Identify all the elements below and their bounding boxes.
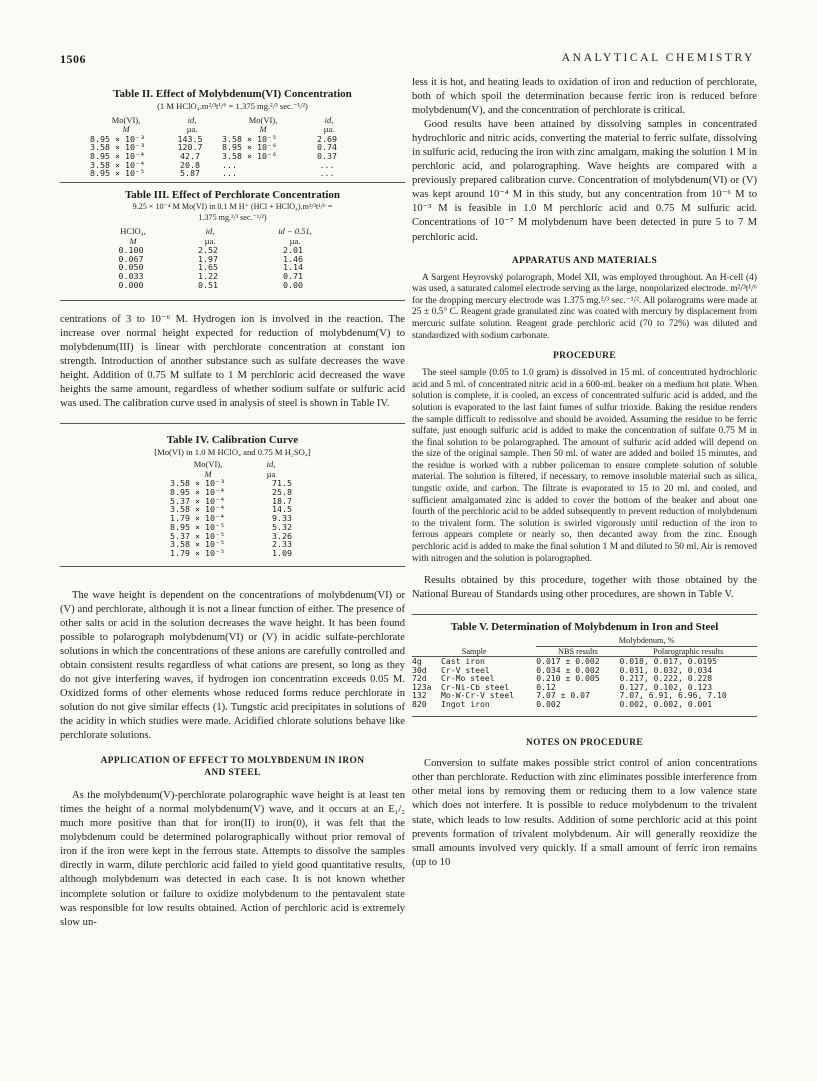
divider — [60, 566, 405, 567]
table-4-cell: 25.8 — [272, 487, 292, 498]
left-column — [60, 76, 405, 930]
table-2-col3: Mo(VI), M — [248, 114, 278, 134]
table-5-cell: 0.12 — [536, 681, 556, 692]
table-2-cell: 0.74 — [317, 142, 337, 153]
table-4-row — [170, 549, 296, 558]
table-4-cell: 5.37 × 10⁻⁵ — [170, 530, 225, 541]
table-3-cell: 0.050 — [118, 262, 144, 273]
table-2 — [60, 88, 405, 178]
table-2-cell: 3.58 × 10⁻⁶ — [222, 150, 277, 161]
table-3-cell: 2.01 — [283, 245, 303, 256]
divider — [60, 182, 405, 183]
table-3-col1: HClO₄, M — [120, 226, 146, 246]
divider — [412, 614, 757, 615]
table-2-cell: ... — [319, 159, 335, 170]
table-3-cell: 0.000 — [118, 279, 144, 290]
section-heading-procedure: PROCEDURE — [553, 351, 616, 362]
journal-title: ANALYTICAL CHEMISTRY — [561, 52, 755, 64]
table-2-subtitle: (1 M HClO₄.m²/³t¹/⁶ = 1.375 mg.²/³ sec.⁻¹/²) — [157, 101, 308, 111]
table-5-cell: Cr-V steel — [441, 664, 490, 675]
body-paragraph: A Sargent Heyrovský polarograph, Model XII, was employed throughout. An H-cell (4) was used, a saturated calomel electrode serving as the large, nonpolarized electrode. m²/³t¹/⁶ for the dropping mercury electrode was 1.375 mg.²/³ sec.⁻¹/². All polarograms were made at 25 ± 0.5° C. Reagent grade granulated zinc was coated with mercury by displacement from mercuric sulfate solution. Reagent grade perchloric acid (70 to 72%) was diluted and standardized with sodium carbonate. — [412, 272, 757, 341]
table-5-cell: 7.07, 6.91, 6.96, 7.10 — [619, 690, 727, 701]
table-3-cell: 1.22 — [198, 271, 218, 282]
table-5-cell: Mo-W-Cr-V steel — [441, 690, 515, 701]
table-5-row — [412, 700, 757, 709]
table-2-col1: Mo(VI), M — [111, 114, 141, 134]
table-3-cell: 0.033 — [118, 271, 144, 282]
body-paragraph: Conversion to sulfate makes possible strict control of anion concentrations other than perchlorate. Reduction with zinc eliminates possible interference from other metal ions by removing them or reducing them to a low valence state which does not interfere. It is possible to reduce molybdenum to the trivalent state, which leads to low results. Addition of some perchloric acid at this point prevents formation of trivalent molybdenum. Air will generally reoxidize the small amounts involved very quickly. If a small amount of ferric iron remains (up to 10 — [412, 758, 757, 868]
table-2-cell: 3.58 × 10⁻⁴ — [90, 159, 145, 170]
table-4-cell: 3.58 × 10⁻⁵ — [170, 539, 225, 550]
table-5-cell: 0.034 ± 0.002 — [536, 664, 600, 675]
table-5-cell: 132 — [412, 690, 427, 701]
table-2-cell: ... — [222, 168, 237, 179]
divider — [60, 300, 405, 301]
table-5-cell: 0.018, 0.017, 0.0195 — [619, 656, 717, 667]
table-4-cell: 8.95 × 10⁻⁴ — [170, 487, 225, 498]
table-5-blank — [412, 636, 536, 646]
body-paragraph: The steel sample (0.05 to 1.0 gram) is dissolved in 15 ml. of concentrated hydrochloric acid and 5 ml. of concentrated nitric acid in a 600-ml. beaker on a medium hot plate. When solution is complete, it is cooled, an excess of concentrated sulfuric acid is added, and the solution is evaporated to the last faint fumes of sulfur trioxide. Baking the residue renders the sample difficult to redissolve and should be avoided. Assuming the residue to be ferric sulfate, just enough sulfuric acid is added to make the concentration of sulfate 0.75 M in the final solution to be polarographed. The amount of sulfuric acid added will depend on the size of the original sample. Then 50 ml. of water are added and boiled 15 minutes, and the residue is worked with a rubber policeman to ensure complete solution of soluble material. The solution is filtered, if necessary, to remove insoluble material such as silica, tungstic oxide, and carbon. The filtrate is evaporated to 15 to 20 ml. and cooled, and sufficient amalgamated zinc is added to cover the bottom of the beaker and about one fourth of the perchloric acid to be added subsequently to prevent reduction of molybdenum to the trivalent form. The solution is swirled vigorously until reduction of the iron to ferrous appears complete or nearly so, then decanted away from the zinc. Enough perchloric acid is added to make the final solution 1 M and diluted to 50 ml. Air is removed with nitrogen and the solution is polarographed. — [412, 368, 757, 564]
right-column — [412, 76, 757, 870]
section-heading-apparatus: APPARATUS AND MATERIALS — [511, 255, 658, 266]
table-2-cell: ... — [222, 159, 237, 170]
table-3-subtitle: 9.25 × 10⁻⁴ M Mo(VI) in 0.1 M H⁺ (HCl + HClO₄).m²/³t¹/⁶ = 1.375 mg.²/³ sec.⁻¹/²) — [132, 202, 333, 222]
body-paragraph: The wave height is dependent on the concentrations of molybdenum(VI) or (V) and perchlorate, although it is not a linear function of either. The presence of other salts or acid in the solution decreases the wave height. It has been found possible to polarograph molybdenum(VI) or (V) in acidic sulfate-perchlorate solutions in which the concentrations of these anions are carefully controlled and obtain consistent results regardless of what cations are present, so long as they do not give interfering waves, if hydrogen ion concentration exceeds 0.05 M. Oxidized forms of other elements whose reduced forms reduce perchlorate in solution do not give similar effects (1). Tungstic acid precipitates in solutions of the acidity in which studies were made. Acidified chlorate solutions behave like perchlorate solutions. — [60, 589, 405, 742]
table-5-cell: 0.127, 0.102, 0.123 — [619, 681, 713, 692]
table-4-subtitle: [Mo(VI) in 1.0 M HClO₄ and 0.75 M H₂SO₄] — [154, 446, 311, 457]
body-paragraph: As the molybdenum(V)-perchlorate polarographic wave height is at least ten times the height of a normal molybdenum(V) wave, and it occurs at an E₁/₂ much more positive than that for iron(II) to iron(0), it was felt that the molybdenum could be determined polarographically without prior removal of iron if the iron were kept in the ferrous state. Attempts to dissolve the samples directly in warm, dilute perchloric acid failed to yield good quantitative results, although molybdenum was detected in each case. It is not known whether incomplete solution or failure to oxidize molybdenum to the pentavalent state was responsible for low results obtained. Action of perchloric acid is extremely slow un- — [60, 790, 405, 928]
table-2-cell: 143.5 — [177, 133, 203, 144]
table-5-col-polar: Polarographic results — [653, 646, 724, 656]
table-5-cell: 0.031, 0.032, 0.034 — [619, 664, 713, 675]
table-3-col3: id − 0.51, µa. — [278, 226, 312, 246]
table-5-col-nbs: NBS results — [557, 646, 598, 656]
table-4-cell: 1.09 — [272, 547, 292, 558]
table-5-cell: Cr-Mo steel — [441, 673, 495, 684]
table-3-row — [96, 281, 340, 290]
table-5-cell: 0.210 ± 0.005 — [536, 673, 600, 684]
table-2-cell: 42.7 — [180, 150, 200, 161]
table-5-cell: 0.002 — [536, 698, 561, 709]
table-3-cell: 1.14 — [283, 262, 303, 273]
body-paragraph: less it is hot, and heating leads to oxidation of iron and reduction of perchlorate, both of which spoil the determination because ferric iron is reduced before molybdenum(V), and the concentration of perchlorate is critical. — [412, 77, 757, 117]
table-4-cell: 8.95 × 10⁻⁵ — [170, 521, 225, 532]
section-heading-application: APPLICATION OF EFFECT TO MOLYBDENUM IN IRON AND STEEL — [100, 756, 365, 779]
divider — [412, 716, 757, 717]
table-3 — [60, 189, 405, 290]
table-3-grid — [96, 227, 340, 290]
table-5-cell: 7.07 ± 0.07 — [536, 690, 590, 701]
table-4-cell: 9.33 — [272, 513, 292, 524]
table-3-cell: 1.97 — [198, 253, 218, 264]
table-5-cell: Ingot iron — [441, 698, 490, 709]
table-3-col2: id, µa. — [204, 226, 216, 246]
body-paragraph: Good results have been attained by dissolving samples in concentrated hydrochloric and nitric acids, converting the material to ferric sulfate, dissolving in sulfuric acid, reducing the iron with zinc amalgam, making the solution 1 M in perchloric acid, and polarographing. Wave heights are compared with a previously prepared calibration curve. Concentration of molybdenum(VI) or (V) was kept around 10⁻⁴ M in this study, but any concentration from 10⁻⁶ M to 10⁻³ M is feasible in 1.0 M perchloric acid and 0.75 M sulfuric acid. Concentrations of 10⁻⁷ M molybdenum have been detected in pure 5 to 7 M perchloric acid. — [412, 119, 757, 243]
table-4-cell: 5.32 — [272, 521, 292, 532]
table-2-cell: 0.37 — [317, 150, 337, 161]
table-3-title: Table III. Effect of Perchlorate Concentration — [124, 189, 341, 202]
table-4-cell: 71.5 — [272, 478, 292, 489]
table-5-cell: 4g — [412, 656, 422, 667]
body-paragraph: centrations of 3 to 10⁻⁶ M. Hydrogen ion is involved in the reaction. The increase over normal height expected for reduction of molybdenum(V) to molybdenum(III) is linear with perchlorate concentration at constant ion strength. Introduction of another substance such as sulfate decreases the wave height. Addition of 0.75 M sulfate to 1 M perchloric acid decreased the wave heights the same amount, regardless of whether sodium sulfate or sulfuric acid was used. The calibration curve used in analysis of steel is shown in Table IV. — [60, 313, 405, 409]
table-5-cell: 820 — [412, 698, 427, 709]
table-2-grid — [90, 116, 354, 179]
table-2-cell: 20.8 — [180, 159, 200, 170]
table-2-cell: 120.7 — [177, 142, 203, 153]
table-5-title: Table V. Determination of Molybdenum in Iron and Steel — [450, 621, 719, 634]
table-5-cell: 123a — [412, 681, 432, 692]
table-4-cell: 2.33 — [272, 539, 292, 550]
table-5-cell: Cr-Ni-Cb steel — [441, 681, 510, 692]
table-5 — [412, 621, 757, 708]
table-3-cell: 2.52 — [198, 245, 218, 256]
page-number: 1506 — [60, 52, 86, 66]
table-4-col2: id, µa — [266, 459, 276, 479]
table-5-grid — [412, 636, 757, 708]
table-4-cell: 1.79 × 10⁻⁵ — [170, 547, 225, 558]
table-5-cell: 0.217, 0.222, 0.228 — [619, 673, 713, 684]
table-5-cell: 0.017 ± 0.002 — [536, 656, 600, 667]
table-4-cell: 14.5 — [272, 504, 292, 515]
table-5-cell: 72d — [412, 673, 427, 684]
table-5-cell: 0.002, 0.002, 0.001 — [619, 698, 713, 709]
table-3-cell: 0.100 — [118, 245, 144, 256]
table-2-col4: id, µa. — [323, 114, 335, 134]
table-2-cell: 8.95 × 10⁻⁵ — [90, 168, 145, 179]
table-2-cell: ... — [319, 168, 335, 179]
table-3-cell: 0.51 — [198, 279, 218, 290]
table-4-cell: 5.37 × 10⁻⁴ — [170, 495, 225, 506]
table-5-cell: 30d — [412, 664, 427, 675]
table-2-cell: 8.95 × 10⁻⁶ — [222, 142, 277, 153]
table-3-cell: 0.71 — [283, 271, 303, 282]
table-3-cell: 1.46 — [283, 253, 303, 264]
section-heading-notes: NOTES ON PROCEDURE — [525, 738, 644, 749]
table-4 — [60, 434, 405, 558]
table-2-cell: 8.95 × 10⁻³ — [90, 133, 145, 144]
table-3-cell: 0.00 — [283, 279, 303, 290]
table-4-cell: 3.26 — [272, 530, 292, 541]
table-4-cell: 3.58 × 10⁻⁴ — [170, 504, 225, 515]
table-3-cell: 0.067 — [118, 253, 144, 264]
table-5-col-sample: Sample — [461, 646, 487, 656]
table-2-row — [90, 169, 354, 178]
table-4-col1: Mo(VI), M — [193, 459, 223, 479]
table-4-title: Table IV. Calibration Curve — [166, 433, 299, 446]
table-2-cell: 8.95 × 10⁻⁴ — [90, 150, 145, 161]
table-4-grid — [170, 460, 296, 557]
table-2-cell: 5.87 — [180, 168, 200, 179]
table-2-title: Table II. Effect of Molybdenum(VI) Concentration — [113, 88, 352, 100]
table-3-cell: 1.65 — [198, 262, 218, 273]
table-5-cell: Cast iron — [441, 656, 485, 667]
table-2-cell: 3.58 × 10⁻⁵ — [222, 133, 277, 144]
table-5-group-header: Molybdenum, % — [536, 636, 757, 646]
table-2-col2: id, µa. — [186, 114, 198, 134]
body-paragraph: Results obtained by this procedure, together with those obtained by the National Bureau of Standards using other procedures, are shown in Table V. — [412, 575, 757, 601]
table-4-cell: 3.58 × 10⁻³ — [170, 478, 225, 489]
table-4-cell: 1.79 × 10⁻⁴ — [170, 513, 225, 524]
table-2-cell: 3.58 × 10⁻³ — [90, 142, 145, 153]
table-2-cell: 2.69 — [317, 133, 337, 144]
divider — [60, 423, 405, 424]
table-4-cell: 18.7 — [272, 495, 292, 506]
